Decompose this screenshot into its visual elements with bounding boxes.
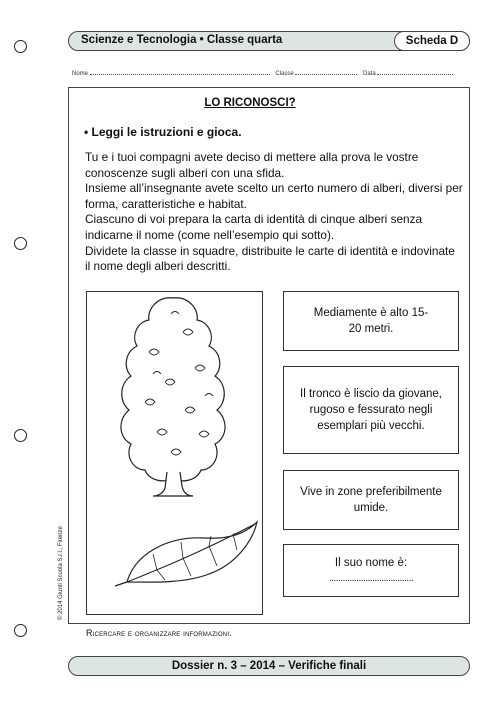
binder-hole bbox=[14, 237, 27, 250]
date-label: Data bbox=[363, 71, 376, 77]
id-card-habitat bbox=[283, 470, 459, 530]
footer-bar: Dossier n. 3 – 2014 – Verifiche finali bbox=[68, 656, 470, 676]
id-card-trunk bbox=[283, 366, 459, 454]
paragraph-line: Insieme all’insegnante avete scelto un certo numero di alberi, diversi per forma, caratteristiche e habitat. bbox=[85, 181, 463, 211]
paragraph-line: Dividete la classe in squadre, distribuite le carte di identità e indovinate il nome degli alberi descritti. bbox=[85, 243, 455, 274]
instruction-heading: • Leggi le istruzioni e gioca. bbox=[84, 125, 242, 139]
class-field[interactable] bbox=[295, 68, 357, 75]
exercise-title: LO RICONOSCI? bbox=[204, 97, 296, 109]
card-text: Il suo nome è: bbox=[334, 556, 408, 569]
binder-hole bbox=[14, 624, 27, 637]
card-text: Vive in zone preferibilmente umide. bbox=[300, 486, 442, 514]
name-field[interactable] bbox=[90, 68, 270, 75]
tree-illustration-box bbox=[86, 291, 263, 615]
instructions-text bbox=[85, 150, 463, 275]
header-bar bbox=[68, 31, 470, 51]
date-field[interactable] bbox=[377, 68, 453, 75]
card-text: Mediamente è alto 15-20 metri. bbox=[313, 307, 429, 335]
student-info-row bbox=[72, 68, 468, 77]
binder-hole bbox=[14, 40, 27, 53]
tree-drawing bbox=[87, 292, 262, 614]
name-label: Nome bbox=[72, 71, 89, 77]
class-label: Classe bbox=[275, 71, 294, 77]
paragraph-line: Tu e i tuoi compagni avete deciso di mettere alla prova le vostre conoscenze sugli alberi con una sfida. bbox=[85, 150, 419, 180]
skill-note: Ricercare e organizzare informazioni. bbox=[86, 628, 232, 638]
id-card-height bbox=[283, 291, 459, 351]
answer-field[interactable]: ..................................... bbox=[328, 572, 414, 584]
subject-title: Scienze e Tecnologia • Classe quarta bbox=[81, 34, 283, 46]
card-text: Il tronco è liscio da giovane, rugoso e fessurato negli esemplari più vecchi. bbox=[300, 388, 442, 432]
paragraph-line: Ciascuno di voi prepara la carta di identità di cinque alberi senza indicarne il nome (come nell’esempio qui sotto). bbox=[85, 212, 423, 242]
copyright-note: © 2014 Giunti Scuola S.r.l., Firenze bbox=[58, 526, 64, 620]
id-card-name bbox=[283, 544, 459, 597]
binder-hole bbox=[14, 429, 27, 442]
sheet-label: Scheda D bbox=[394, 31, 470, 51]
